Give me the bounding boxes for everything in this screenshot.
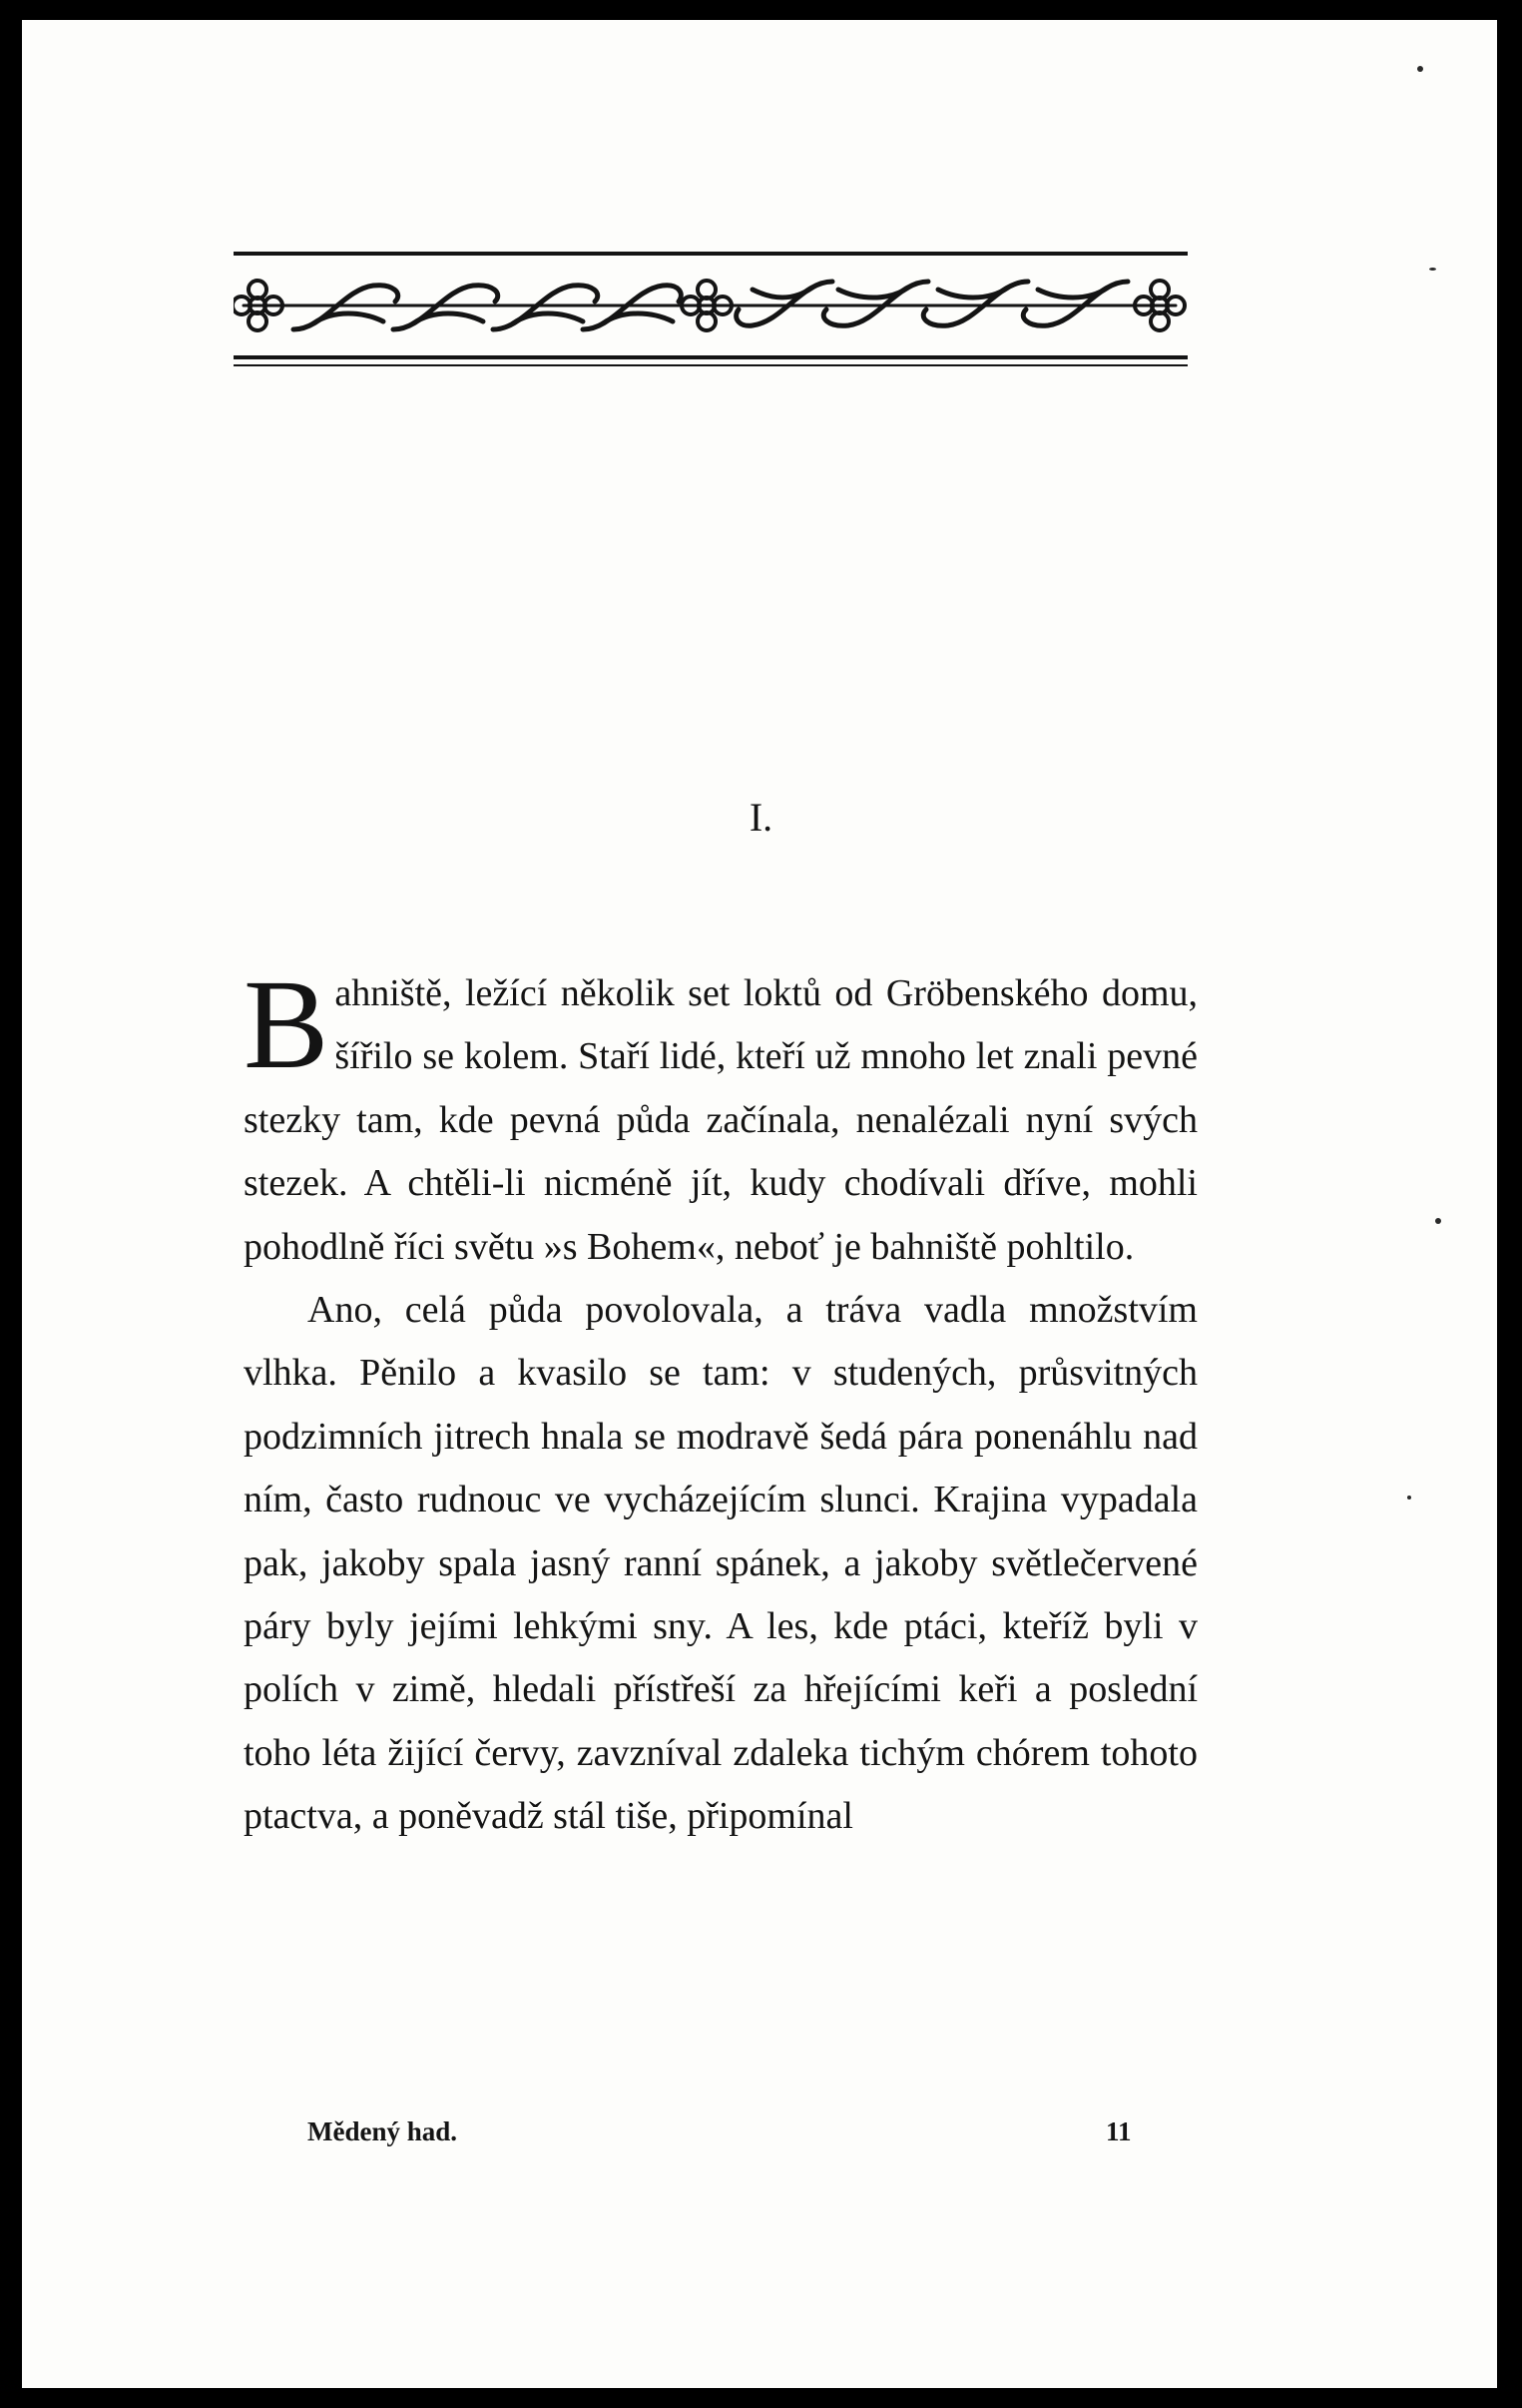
chapter-number: I.: [749, 795, 773, 840]
scan-speck: [1435, 1218, 1441, 1224]
page-number: 11: [1106, 2116, 1132, 2146]
floral-vine-ornament-icon: [234, 250, 1188, 367]
paragraph-2: Ano, celá půda povolovala, a tráva vadla množstvím vlhka. Pěnilo a kvasilo se tam: v studených, průsvitných podzimních jitrech hnala se modravě šedá pára ponenáhlu nad ním, často rudnouc ve vycházejícím slunci. Krajina vypadala pak, jakoby spala jasný ranní spánek, a jakoby světlečervené páry byly jejími lehkými sny. A les, kde ptáci, kteříž byli v polích v zimě, hledali přístřeší za hřejícími keři a poslední toho léta žijící červy, zavzníval zdaleka tichým chórem tohoto ptactva, a poněvadž stál tiše, připomínal: [244, 1289, 1198, 1838]
scan-speck: [1417, 66, 1423, 72]
drop-cap: B: [244, 953, 329, 1095]
paragraph-1-text: ahniště, ležící několik set loktů od Gröbenského domu, šířilo se kolem. Staří lidé, kteří už mnoho let znali pevné stezky tam, kde pevná půda začínala, nenalézali nyní svých stezek. A chtěli-li nicméně jít, kudy chodívali dříve, mohli pohodlně říci světu »s Bohem«, neboť je bahniště pohltilo.: [244, 972, 1198, 1268]
scan-speck: [1429, 268, 1436, 271]
footer-book-title: Mědený had.: [307, 2116, 458, 2146]
paragraph-1: [244, 953, 1198, 1279]
scan-speck: [1407, 1496, 1411, 1500]
body-text: [244, 953, 1198, 1849]
